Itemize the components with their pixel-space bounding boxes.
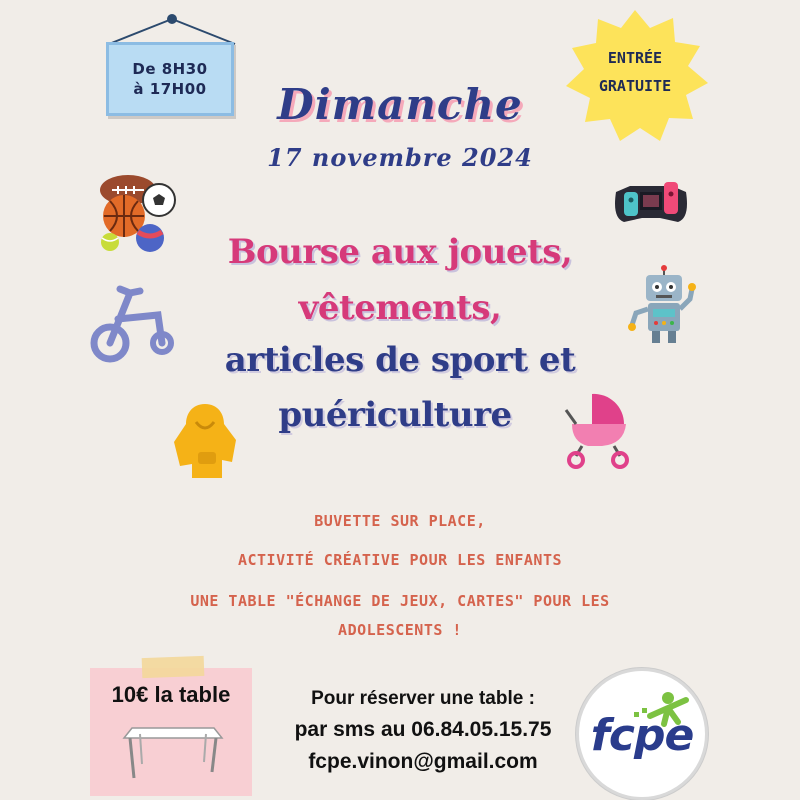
hoodie-icon	[170, 400, 240, 482]
table-price: 10€ la table	[111, 682, 231, 707]
free-entry-line-2: GRATUITE	[598, 77, 672, 95]
tricycle-icon	[90, 285, 182, 365]
hours-line-2: à 17H00	[133, 80, 207, 98]
hours-line-1: De 8H30	[132, 60, 208, 78]
info-line-2: ACTIVITÉ CRÉATIVE POUR LES ENFANTS	[237, 551, 563, 569]
table-icon	[118, 720, 228, 780]
reservation-heading: Pour réserver une table :	[311, 688, 535, 709]
game-console-icon	[612, 178, 690, 226]
info-line-1: BUVETTE SUR PLACE,	[314, 512, 486, 530]
info-line-3: UNE TABLE "ÉCHANGE DE JEUX, CARTES" POUR LES	[190, 592, 610, 610]
event-date: 17 novembre 2024	[267, 143, 533, 172]
title-line-3: articles de sport et	[224, 340, 576, 380]
title-line-2: vêtements,	[298, 288, 502, 328]
title-line-1: Bourse aux jouets,	[227, 232, 573, 272]
info-line-4: ADOLESCENTS !	[338, 621, 462, 639]
event-day: Dimanche	[277, 80, 523, 129]
title-line-4: puériculture	[278, 395, 512, 435]
reservation-email: fcpe.vinon@gmail.com	[308, 750, 538, 773]
tape-decoration	[142, 656, 205, 678]
stroller-icon	[562, 388, 634, 470]
robot-icon	[628, 265, 700, 347]
fcpe-logo-text: fcpe	[590, 710, 694, 761]
reservation-phone: par sms au 06.84.05.15.75	[294, 718, 552, 741]
sports-balls-icon	[96, 170, 178, 256]
free-entry-line-1: ENTRÉE	[607, 49, 663, 67]
